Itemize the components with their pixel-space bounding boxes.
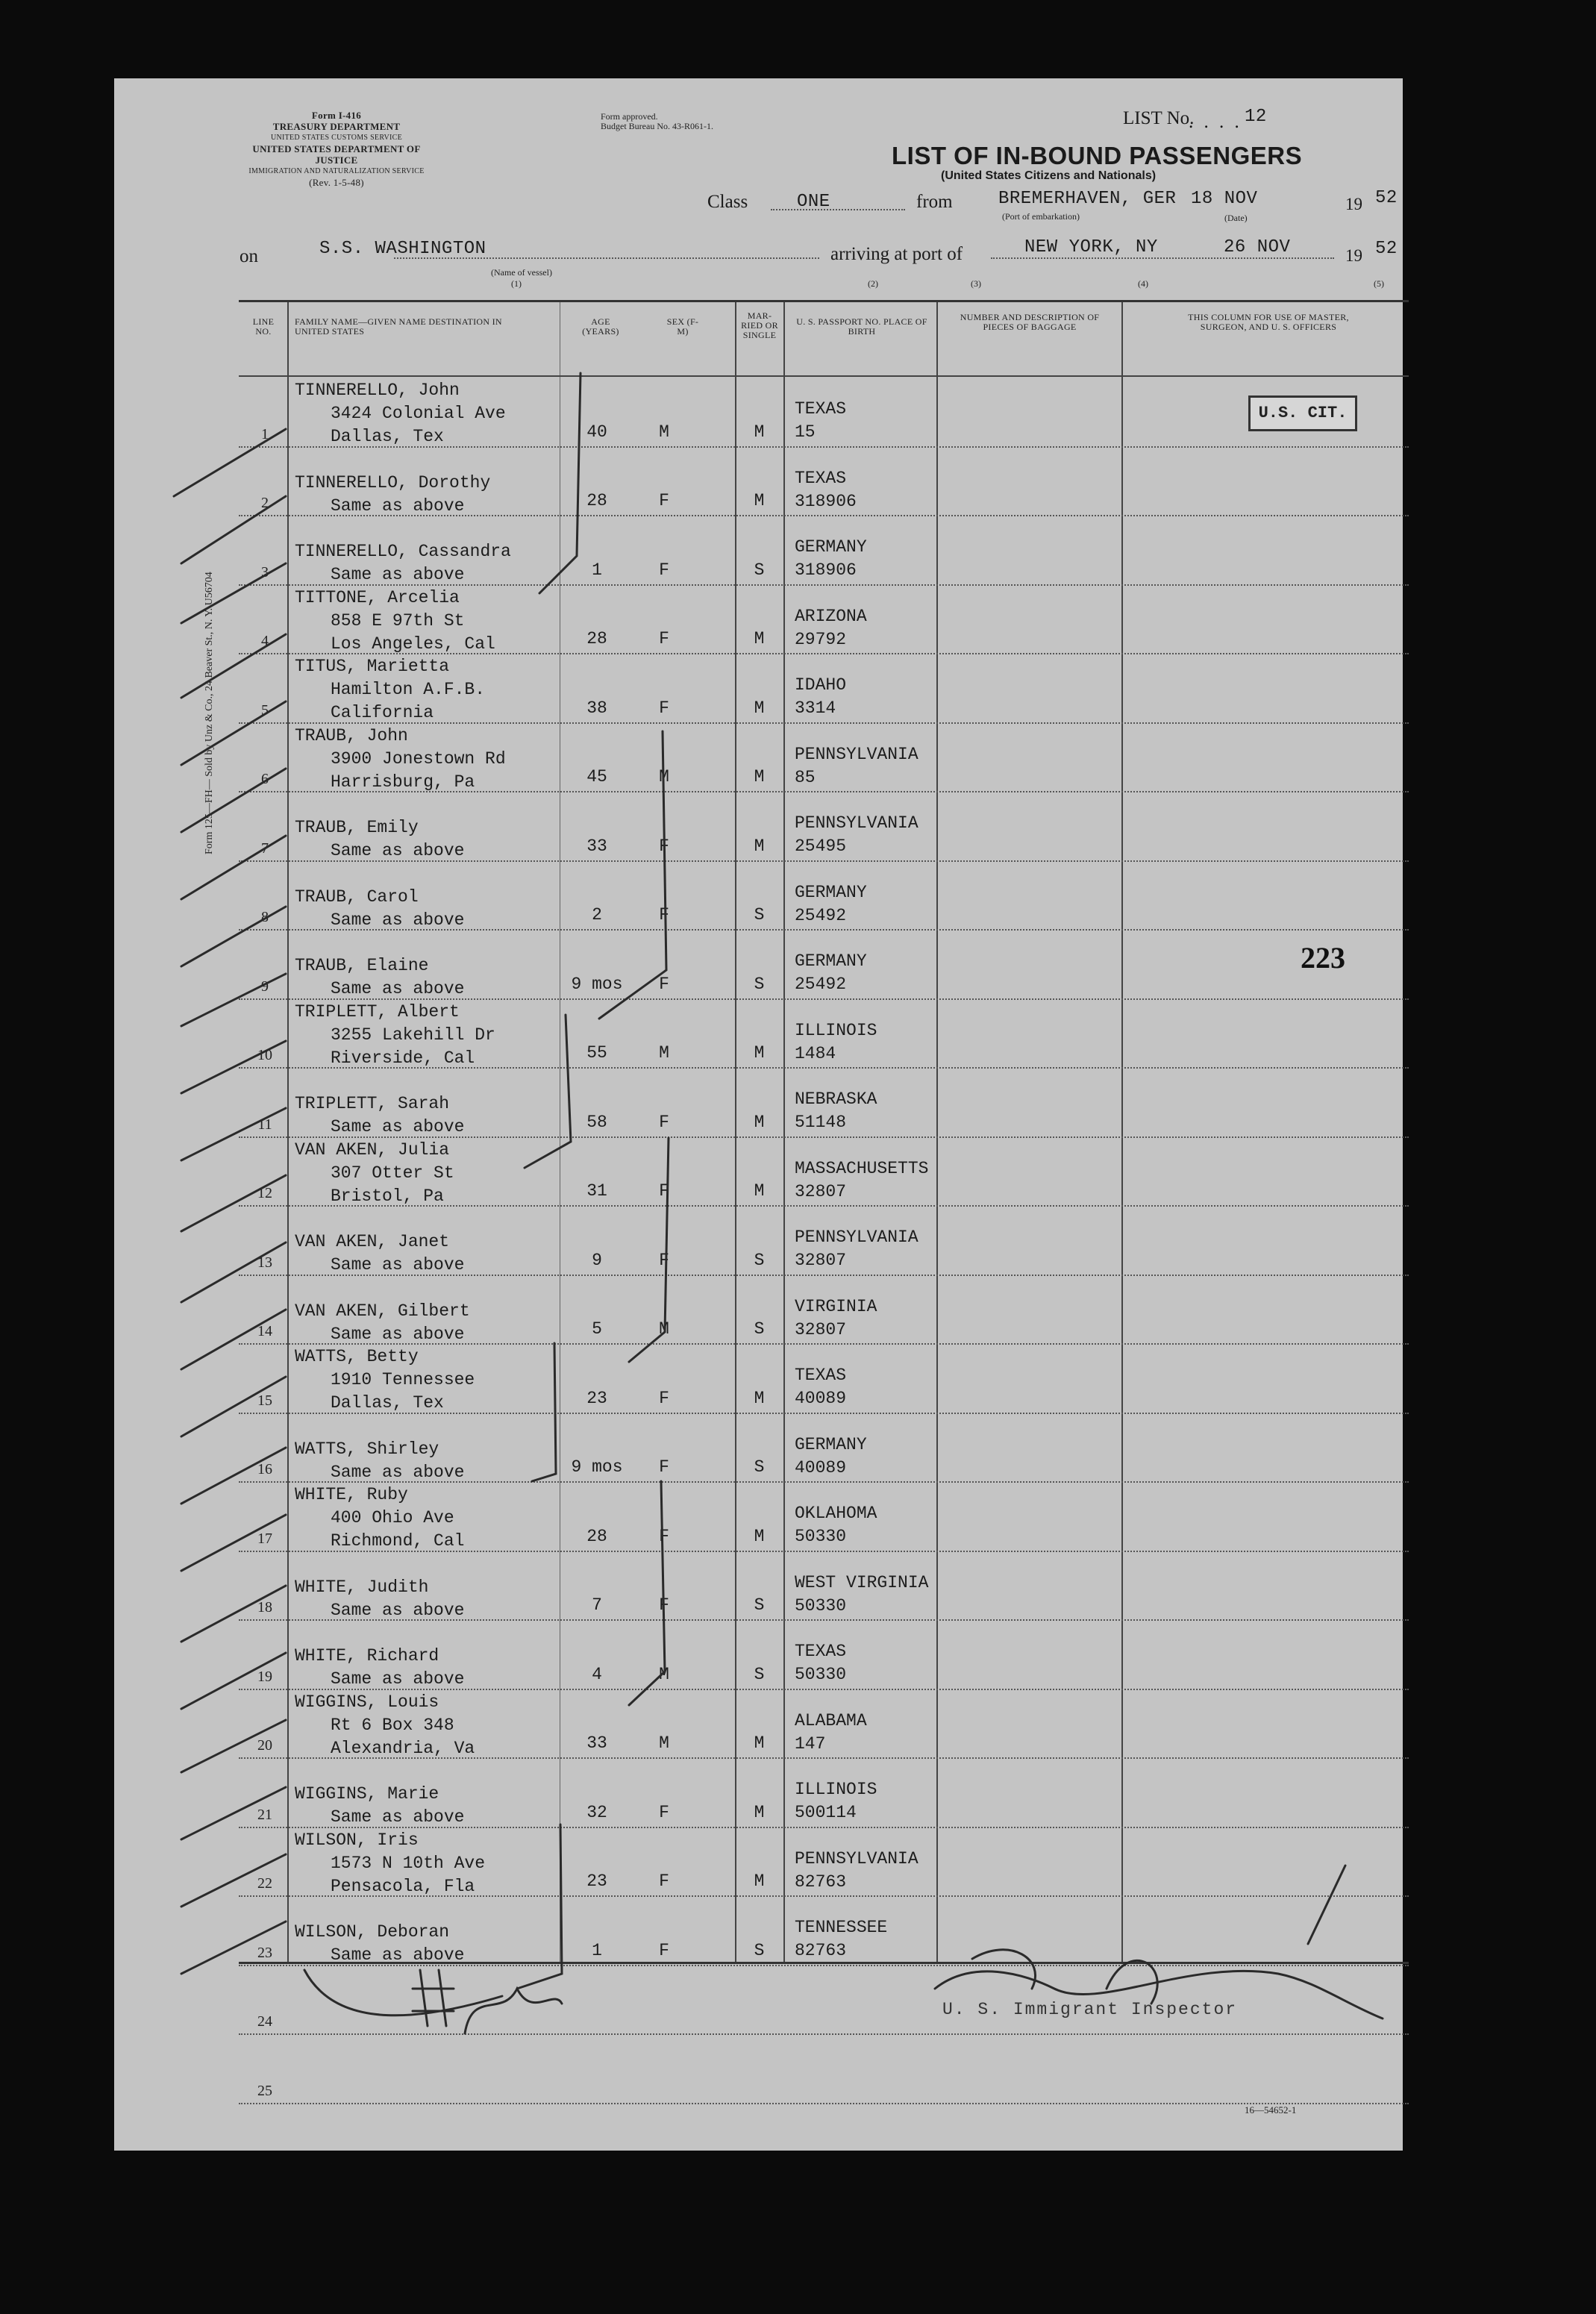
- place-of-birth: GERMANY: [795, 537, 867, 557]
- list-number-label: LIST No.: [1123, 108, 1195, 128]
- line-number: 6: [261, 771, 269, 787]
- marital-status: S: [754, 560, 765, 580]
- age: 9 mos: [571, 1457, 623, 1477]
- side-printer-note: Form 125—FH— Sold by Unz & Co., 24 Beaver St., N. Y. U56704: [204, 572, 215, 854]
- age: 9: [592, 1250, 602, 1270]
- sex: M: [659, 1319, 669, 1339]
- col-line-no: LINE NO.: [252, 316, 275, 337]
- destination-line: Same as above: [331, 1462, 465, 1482]
- passport-number: 3314: [795, 698, 836, 718]
- sex: F: [659, 560, 669, 580]
- class-label: Class: [707, 192, 748, 212]
- passenger-name: VAN AKEN, Janet: [295, 1232, 450, 1251]
- sex: F: [659, 974, 669, 994]
- passport-number: 25492: [795, 905, 847, 925]
- passenger-name: VAN AKEN, Gilbert: [295, 1301, 470, 1321]
- sex: F: [659, 698, 669, 718]
- line-number: 8: [261, 909, 269, 925]
- sex: F: [659, 629, 669, 648]
- page-title: LIST OF IN-BOUND PASSENGERS: [892, 142, 1303, 169]
- passport-number: 32807: [795, 1319, 847, 1339]
- passport-number: 82763: [795, 1941, 847, 1960]
- place-of-birth: GERMANY: [795, 882, 867, 902]
- treasury-dept: TREASURY DEPARTMENT: [272, 121, 401, 132]
- passport-number: 318906: [795, 491, 857, 511]
- us-citizen-stamp: U.S. CIT.: [1248, 395, 1357, 431]
- sex: F: [659, 1595, 669, 1615]
- approval-line2: Budget Bureau No. 43-R061-1.: [601, 121, 713, 131]
- line-number: 15: [257, 1392, 272, 1409]
- passenger-name: WATTS, Betty: [295, 1347, 419, 1366]
- passenger-name: TRIPLETT, Albert: [295, 1001, 460, 1022]
- destination-line: Same as above: [331, 1945, 465, 1965]
- arrival-port: NEW YORK, NY: [1024, 237, 1158, 257]
- ins-service: IMMIGRATION AND NATURALIZATION SERVICE: [248, 167, 425, 175]
- sex: M: [659, 1664, 669, 1684]
- arrival-year: 52: [1375, 239, 1398, 259]
- marital-status: M: [754, 698, 765, 718]
- year-prefix: 19: [1345, 195, 1362, 213]
- place-of-birth: VIRGINIA: [795, 1296, 877, 1316]
- line-number: 1: [261, 425, 269, 443]
- passenger-name: TITUS, Marietta: [295, 657, 450, 676]
- marital-status: M: [754, 836, 765, 856]
- passenger-name: VAN AKEN, Julia: [295, 1139, 450, 1160]
- destination-line: 1910 Tennessee: [331, 1370, 475, 1389]
- passenger-name: WIGGINS, Marie: [295, 1784, 439, 1804]
- col-sex: SEX (F-M): [666, 316, 699, 337]
- destination-line: Richmond, Cal: [331, 1531, 465, 1551]
- destination-line: 3255 Lakehill Dr: [331, 1025, 495, 1045]
- place-of-birth: TENNESSEE: [795, 1918, 888, 1937]
- caption-5: (5): [1374, 278, 1384, 289]
- destination-line: Same as above: [331, 1807, 465, 1827]
- date-caption: (Date): [1224, 213, 1248, 223]
- passport-number: 50330: [795, 1595, 847, 1616]
- passport-number: 32807: [795, 1181, 847, 1201]
- passport-number: 1484: [795, 1043, 836, 1063]
- line-number: 18: [257, 1599, 272, 1616]
- age: 33: [586, 1733, 607, 1753]
- passport-number: 25495: [795, 837, 847, 856]
- marital-status: M: [754, 1733, 765, 1753]
- form-footer-number: 16—54652-1: [1245, 2104, 1297, 2116]
- sex: F: [659, 1112, 669, 1132]
- destination-line: Same as above: [331, 565, 465, 584]
- passport-number: 40089: [795, 1389, 847, 1408]
- destination-line: 3424 Colonial Ave: [331, 404, 506, 423]
- marital-status: M: [754, 1388, 765, 1408]
- place-of-birth: ILLINOIS: [795, 1780, 877, 1799]
- passport-number: 82763: [795, 1871, 847, 1892]
- vessel-name: S.S. WASHINGTON: [319, 239, 486, 259]
- destination-line: Same as above: [331, 1117, 465, 1136]
- age: 45: [586, 767, 607, 787]
- passenger-name: TINNERELLO, Dorothy: [295, 472, 491, 492]
- sex: F: [659, 1457, 669, 1477]
- list-number: 12: [1245, 107, 1267, 127]
- marital-status: S: [754, 974, 765, 994]
- marital-status: M: [754, 1871, 765, 1891]
- handwritten-marks: [114, 78, 1403, 2151]
- line-number: 13: [257, 1254, 272, 1271]
- caption-1: (1): [511, 278, 522, 289]
- col-age: AGE (YEARS): [582, 316, 619, 337]
- approval-line1: Form approved.: [601, 111, 658, 122]
- age: 28: [586, 629, 607, 648]
- line-number: 9: [261, 978, 269, 995]
- place-of-birth: IDAHO: [795, 675, 847, 695]
- place-of-birth: PENNSYLVANIA: [795, 744, 919, 764]
- page-subtitle: (United States Citizens and Nationals): [941, 169, 1157, 182]
- sex: M: [659, 422, 669, 442]
- passenger-name: TINNERELLO, Cassandra: [295, 542, 511, 561]
- passport-number: 50330: [795, 1527, 847, 1546]
- passport-number: 147: [795, 1733, 826, 1754]
- place-of-birth: TEXAS: [795, 399, 847, 419]
- age: 23: [586, 1871, 607, 1891]
- line-number: 22: [257, 1875, 272, 1892]
- age: 1: [592, 560, 602, 580]
- destination-line: California: [331, 703, 434, 722]
- place-of-birth: TEXAS: [795, 468, 847, 488]
- inspector-label: U. S. Immigrant Inspector: [942, 2000, 1238, 2019]
- age: 58: [586, 1112, 607, 1132]
- passenger-list-page: Form 125—FH— Sold by Unz & Co., 24 Beaver St., N. Y. U56704 Form I-416 TREASURY DEPARTMENT UNITED STATES CUSTOMS SERVICE UNITED STATES DEPARTMENT OF JUSTICE IMMIGRATION AND NATURALIZATION SERVICE (Rev. 1-5-48) Form approved. Budget Bureau No. 43-R061-1. LIST No. . . . . 12 LIST OF IN-BOUND PASSENGERS (United States Citizens and Nationals) Class ONE from BREMERHAVEN, GER (Port of embarkation) 18 NOV (Date) 19 52 on S.S. WASHINGTON (Name of vessel) (1) arriving at port of NEW YORK, NY 26 NOV 19 52 (2) (3) (4) (5) LINE NO. FAMILY NAME—GIVEN NAME DESTINATION IN UNITED STATES AGE (YEARS) SEX (F-M) MAR-RIED OR SINGLE U. S. PASSPORT NO. PLACE OF BIRTH NUMBER AND DESCRIPTION OF PIECES OF BAGGAGE THIS COLUMN FOR USE OF MASTER, SURGEON, AND U. S. OFFICERS 1 TINNERELLO, John 3424 Colonial Ave Dallas, Tex 40 M M TEXAS 15 2 TINNERELLO, Dorothy Same as above 28 F M TEXAS 318906 3 TINNERELLO, Cassandra Same as above 1 F S GERMANY 318906 4 TITTONE, Arcelia 858 E 97th St Los Angeles, Cal 28 F M ARIZONA 29792 5 TITUS, Marietta Hamilton A.F.B. California 38 F M IDAHO 3314 6 TRAUB, John 3900 Jonestown Rd Harrisburg, Pa 45 M M PENNSYLVANIA 85 7 TRAUB, Emily Same as above 33 F M PENNSYLVANIA 25495 8 TRAUB, Carol Same as above 2 F S GERMANY 25492 9 TRAUB, Elaine Same as above 9 mos F S GERMANY 25492 10 TRIPLETT, Albert 3255 Lakehill Dr Riverside, Cal 55 M M ILLINOIS 1484 11 TRIPLETT, Sarah Same as above 58 F M NEBRASKA 51148 12 VAN AKEN, Julia 307 Otter St Bristol, Pa 31 F M MASSACHUSETTS 32807 13 VAN AKEN, Janet Same as above 9 F S PENNSYLVANIA 32807 14 VAN AKEN, Gilbert Same as above 5 M S VIRGINIA 32807 15 WATTS, Betty 1910 Tennessee Dallas, Tex 23 F M TEXAS 40089 16 WATTS, Shirley Same as above 9 mos F S GERMANY 40089 17 WHITE, Ruby 400 Ohio Ave Richmond, Cal 28 F M OKLAHOMA 50330 18 WHITE, Judith Same as above 7 F S WEST VIRGINIA 50330 19 WHITE, Richard Same as above 4 M S TEXAS 50330 20 WIGGINS, Louis Rt 6 Box 348 Alexandria, Va 33 M M ALABAMA 147 21 WIGGINS, Marie Same as above 32 F M ILLINOIS 500114 22 WILSON, Iris 1573 N 10th Ave Pensacola, Fla 23 F M PENNSYLVANIA 82763 23 WILSON, Deboran Same as above 1 F S TENNESSEE 82763 24 25 U.S. CIT. 223 U. S. Immigrant Inspector 16—54652-1: [114, 78, 1403, 2151]
- line-number: 10: [257, 1047, 272, 1063]
- passenger-name: TINNERELLO, John: [295, 381, 460, 400]
- passenger-name: WILSON, Iris: [295, 1830, 419, 1850]
- handwritten-number: 223: [1301, 941, 1345, 975]
- age: 23: [586, 1388, 607, 1408]
- age: 1: [592, 1940, 602, 1960]
- class-value: ONE: [797, 192, 830, 212]
- passenger-name: WHITE, Richard: [295, 1646, 439, 1666]
- destination-line: Same as above: [331, 1669, 465, 1689]
- col-baggage: NUMBER AND DESCRIPTION OF PIECES OF BAGGAGE: [960, 312, 1100, 332]
- age: 7: [592, 1595, 602, 1615]
- marital-status: S: [754, 1250, 765, 1270]
- caption-3: (3): [971, 278, 981, 289]
- line-number: 16: [257, 1461, 272, 1477]
- marital-status: M: [754, 1526, 765, 1546]
- sex: F: [659, 1802, 669, 1822]
- passport-number: 15: [795, 422, 816, 442]
- embarkation-port: BREMERHAVEN, GER: [998, 189, 1177, 209]
- line-number: 20: [257, 1737, 272, 1754]
- line-number: 21: [257, 1806, 272, 1823]
- destination-line: Dallas, Tex: [331, 1393, 444, 1413]
- destination-line: Hamilton A.F.B.: [331, 680, 486, 699]
- marital-status: M: [754, 422, 765, 442]
- destination-line: Bristol, Pa: [331, 1186, 444, 1206]
- place-of-birth: ILLINOIS: [795, 1020, 877, 1040]
- destination-line: Same as above: [331, 1600, 465, 1620]
- destination-line: 858 E 97th St: [331, 610, 465, 631]
- sex: M: [659, 1043, 669, 1063]
- place-of-birth: GERMANY: [795, 951, 867, 971]
- marital-status: M: [754, 1802, 765, 1822]
- age: 28: [586, 1526, 607, 1546]
- passenger-name: WIGGINS, Louis: [295, 1692, 439, 1712]
- marital-status: M: [754, 1043, 765, 1063]
- place-of-birth: TEXAS: [795, 1366, 847, 1385]
- passport-number: 40089: [795, 1457, 847, 1477]
- passport-number: 50330: [795, 1665, 847, 1684]
- age: 2: [592, 905, 602, 925]
- marital-status: M: [754, 1181, 765, 1201]
- line-number: 19: [257, 1668, 272, 1685]
- destination-line: Los Angeles, Cal: [331, 634, 495, 654]
- caption-4: (4): [1138, 278, 1148, 289]
- age: 33: [586, 836, 607, 856]
- col-married: MAR-RIED OR SINGLE: [741, 310, 778, 340]
- line-number: 11: [257, 1116, 272, 1133]
- marital-status: S: [754, 1319, 765, 1339]
- age: 4: [592, 1664, 602, 1684]
- passport-number: 29792: [795, 629, 847, 649]
- sex: F: [659, 836, 669, 856]
- arrival-date: 26 NOV: [1224, 237, 1291, 257]
- destination-line: Pensacola, Fla: [331, 1876, 475, 1896]
- place-of-birth: PENNSYLVANIA: [795, 813, 919, 833]
- passport-number: 318906: [795, 560, 857, 580]
- embarkation-caption: (Port of embarkation): [1002, 211, 1080, 222]
- place-of-birth: OKLAHOMA: [795, 1504, 877, 1523]
- destination-line: Same as above: [331, 1324, 465, 1344]
- age: 5: [592, 1319, 602, 1339]
- embarkation-date: 18 NOV: [1191, 189, 1258, 209]
- marital-status: M: [754, 629, 765, 648]
- place-of-birth: ALABAMA: [795, 1710, 867, 1730]
- passenger-name: TRIPLETT, Sarah: [295, 1094, 450, 1113]
- from-label: from: [916, 192, 953, 212]
- line-number: 25: [257, 2082, 272, 2099]
- age: 38: [586, 698, 607, 718]
- destination-line: 400 Ohio Ave: [331, 1508, 454, 1527]
- place-of-birth: PENNSYLVANIA: [795, 1228, 919, 1247]
- sex: M: [659, 1733, 669, 1753]
- embarkation-year: 52: [1375, 188, 1398, 208]
- passport-number: 32807: [795, 1251, 847, 1270]
- col-officers: THIS COLUMN FOR USE OF MASTER, SURGEON, AND U. S. OFFICERS: [1188, 312, 1349, 332]
- line-number: 2: [261, 495, 269, 511]
- marital-status: M: [754, 491, 765, 510]
- marital-status: M: [754, 767, 765, 787]
- destination-line: Rt 6 Box 348: [331, 1715, 454, 1735]
- sex: F: [659, 1388, 669, 1408]
- passenger-name: TRAUB, John: [295, 725, 408, 745]
- passport-number: 500114: [795, 1803, 857, 1822]
- sex: F: [659, 1526, 669, 1546]
- caption-2: (2): [868, 278, 878, 289]
- passenger-name: WHITE, Judith: [295, 1577, 429, 1597]
- passenger-name: TRAUB, Emily: [295, 818, 419, 837]
- line-number: 7: [261, 839, 269, 857]
- sex: F: [659, 1181, 669, 1201]
- place-of-birth: WEST VIRGINIA: [795, 1572, 929, 1592]
- marital-status: M: [754, 1112, 765, 1132]
- line-number: 12: [257, 1185, 272, 1201]
- col-passport: U. S. PASSPORT NO. PLACE OF BIRTH: [796, 316, 927, 337]
- place-of-birth: MASSACHUSETTS: [795, 1158, 929, 1178]
- arriving-label: arriving at port of: [830, 244, 963, 264]
- destination-line: Same as above: [331, 841, 465, 860]
- passport-number: 51148: [795, 1113, 847, 1132]
- age: 40: [586, 422, 607, 442]
- sex: F: [659, 1871, 669, 1891]
- place-of-birth: NEBRASKA: [795, 1089, 877, 1109]
- arrival-year-prefix: 19: [1345, 246, 1362, 265]
- destination-line: Harrisburg, Pa: [331, 772, 475, 792]
- sex: F: [659, 905, 669, 925]
- passport-number: 85: [795, 767, 816, 787]
- passport-number: 25492: [795, 975, 847, 994]
- form-number: Form I-416: [311, 110, 362, 121]
- marital-status: S: [754, 1457, 765, 1477]
- passenger-name: TITTONE, Arcelia: [295, 587, 460, 607]
- vessel-caption: (Name of vessel): [491, 267, 552, 278]
- line-number: 23: [257, 1944, 272, 1961]
- marital-status: S: [754, 1595, 765, 1615]
- passenger-name: TRAUB, Elaine: [295, 956, 429, 975]
- sex: F: [659, 1940, 669, 1960]
- destination-line: Same as above: [331, 910, 465, 930]
- customs-service: UNITED STATES CUSTOMS SERVICE: [270, 134, 403, 142]
- destination-line: Dallas, Tex: [331, 427, 444, 446]
- place-of-birth: GERMANY: [795, 1434, 867, 1454]
- age: 31: [586, 1181, 607, 1201]
- marital-status: S: [754, 1940, 765, 1960]
- age: 55: [586, 1043, 607, 1063]
- destination-line: Same as above: [331, 495, 465, 516]
- line-number: 17: [257, 1530, 272, 1547]
- age: 28: [586, 491, 607, 510]
- passenger-name: WILSON, Deboran: [295, 1922, 450, 1942]
- marital-status: S: [754, 905, 765, 925]
- place-of-birth: ARIZONA: [795, 606, 867, 626]
- destination-line: 307 Otter St: [331, 1163, 454, 1183]
- destination-line: 1573 N 10th Ave: [331, 1853, 486, 1873]
- passenger-name: WHITE, Ruby: [295, 1485, 408, 1504]
- sex: F: [659, 491, 669, 510]
- sex: F: [659, 1250, 669, 1270]
- justice-dept: UNITED STATES DEPARTMENT OF JUSTICE: [252, 143, 421, 166]
- line-number: 5: [261, 701, 269, 719]
- col-name: FAMILY NAME—GIVEN NAME DESTINATION IN UNITED STATES: [295, 316, 502, 337]
- line-number: 14: [257, 1323, 272, 1339]
- marital-status: S: [754, 1664, 765, 1684]
- revision: (Rev. 1-5-48): [309, 177, 364, 188]
- line-number: 3: [261, 563, 269, 581]
- age: 9 mos: [571, 974, 623, 994]
- passenger-name: WATTS, Shirley: [295, 1439, 439, 1459]
- place-of-birth: PENNSYLVANIA: [795, 1848, 919, 1869]
- age: 32: [586, 1802, 607, 1822]
- on-label: on: [240, 246, 258, 266]
- place-of-birth: TEXAS: [795, 1642, 847, 1661]
- sex: M: [659, 767, 669, 787]
- line-number: 24: [257, 2013, 272, 2030]
- passenger-name: TRAUB, Carol: [295, 886, 419, 907]
- destination-line: Same as above: [331, 1255, 465, 1275]
- destination-line: Same as above: [331, 979, 465, 998]
- line-number: 4: [261, 633, 269, 649]
- destination-line: Alexandria, Va: [331, 1738, 475, 1758]
- destination-line: 3900 Jonestown Rd: [331, 748, 506, 769]
- destination-line: Riverside, Cal: [331, 1048, 475, 1068]
